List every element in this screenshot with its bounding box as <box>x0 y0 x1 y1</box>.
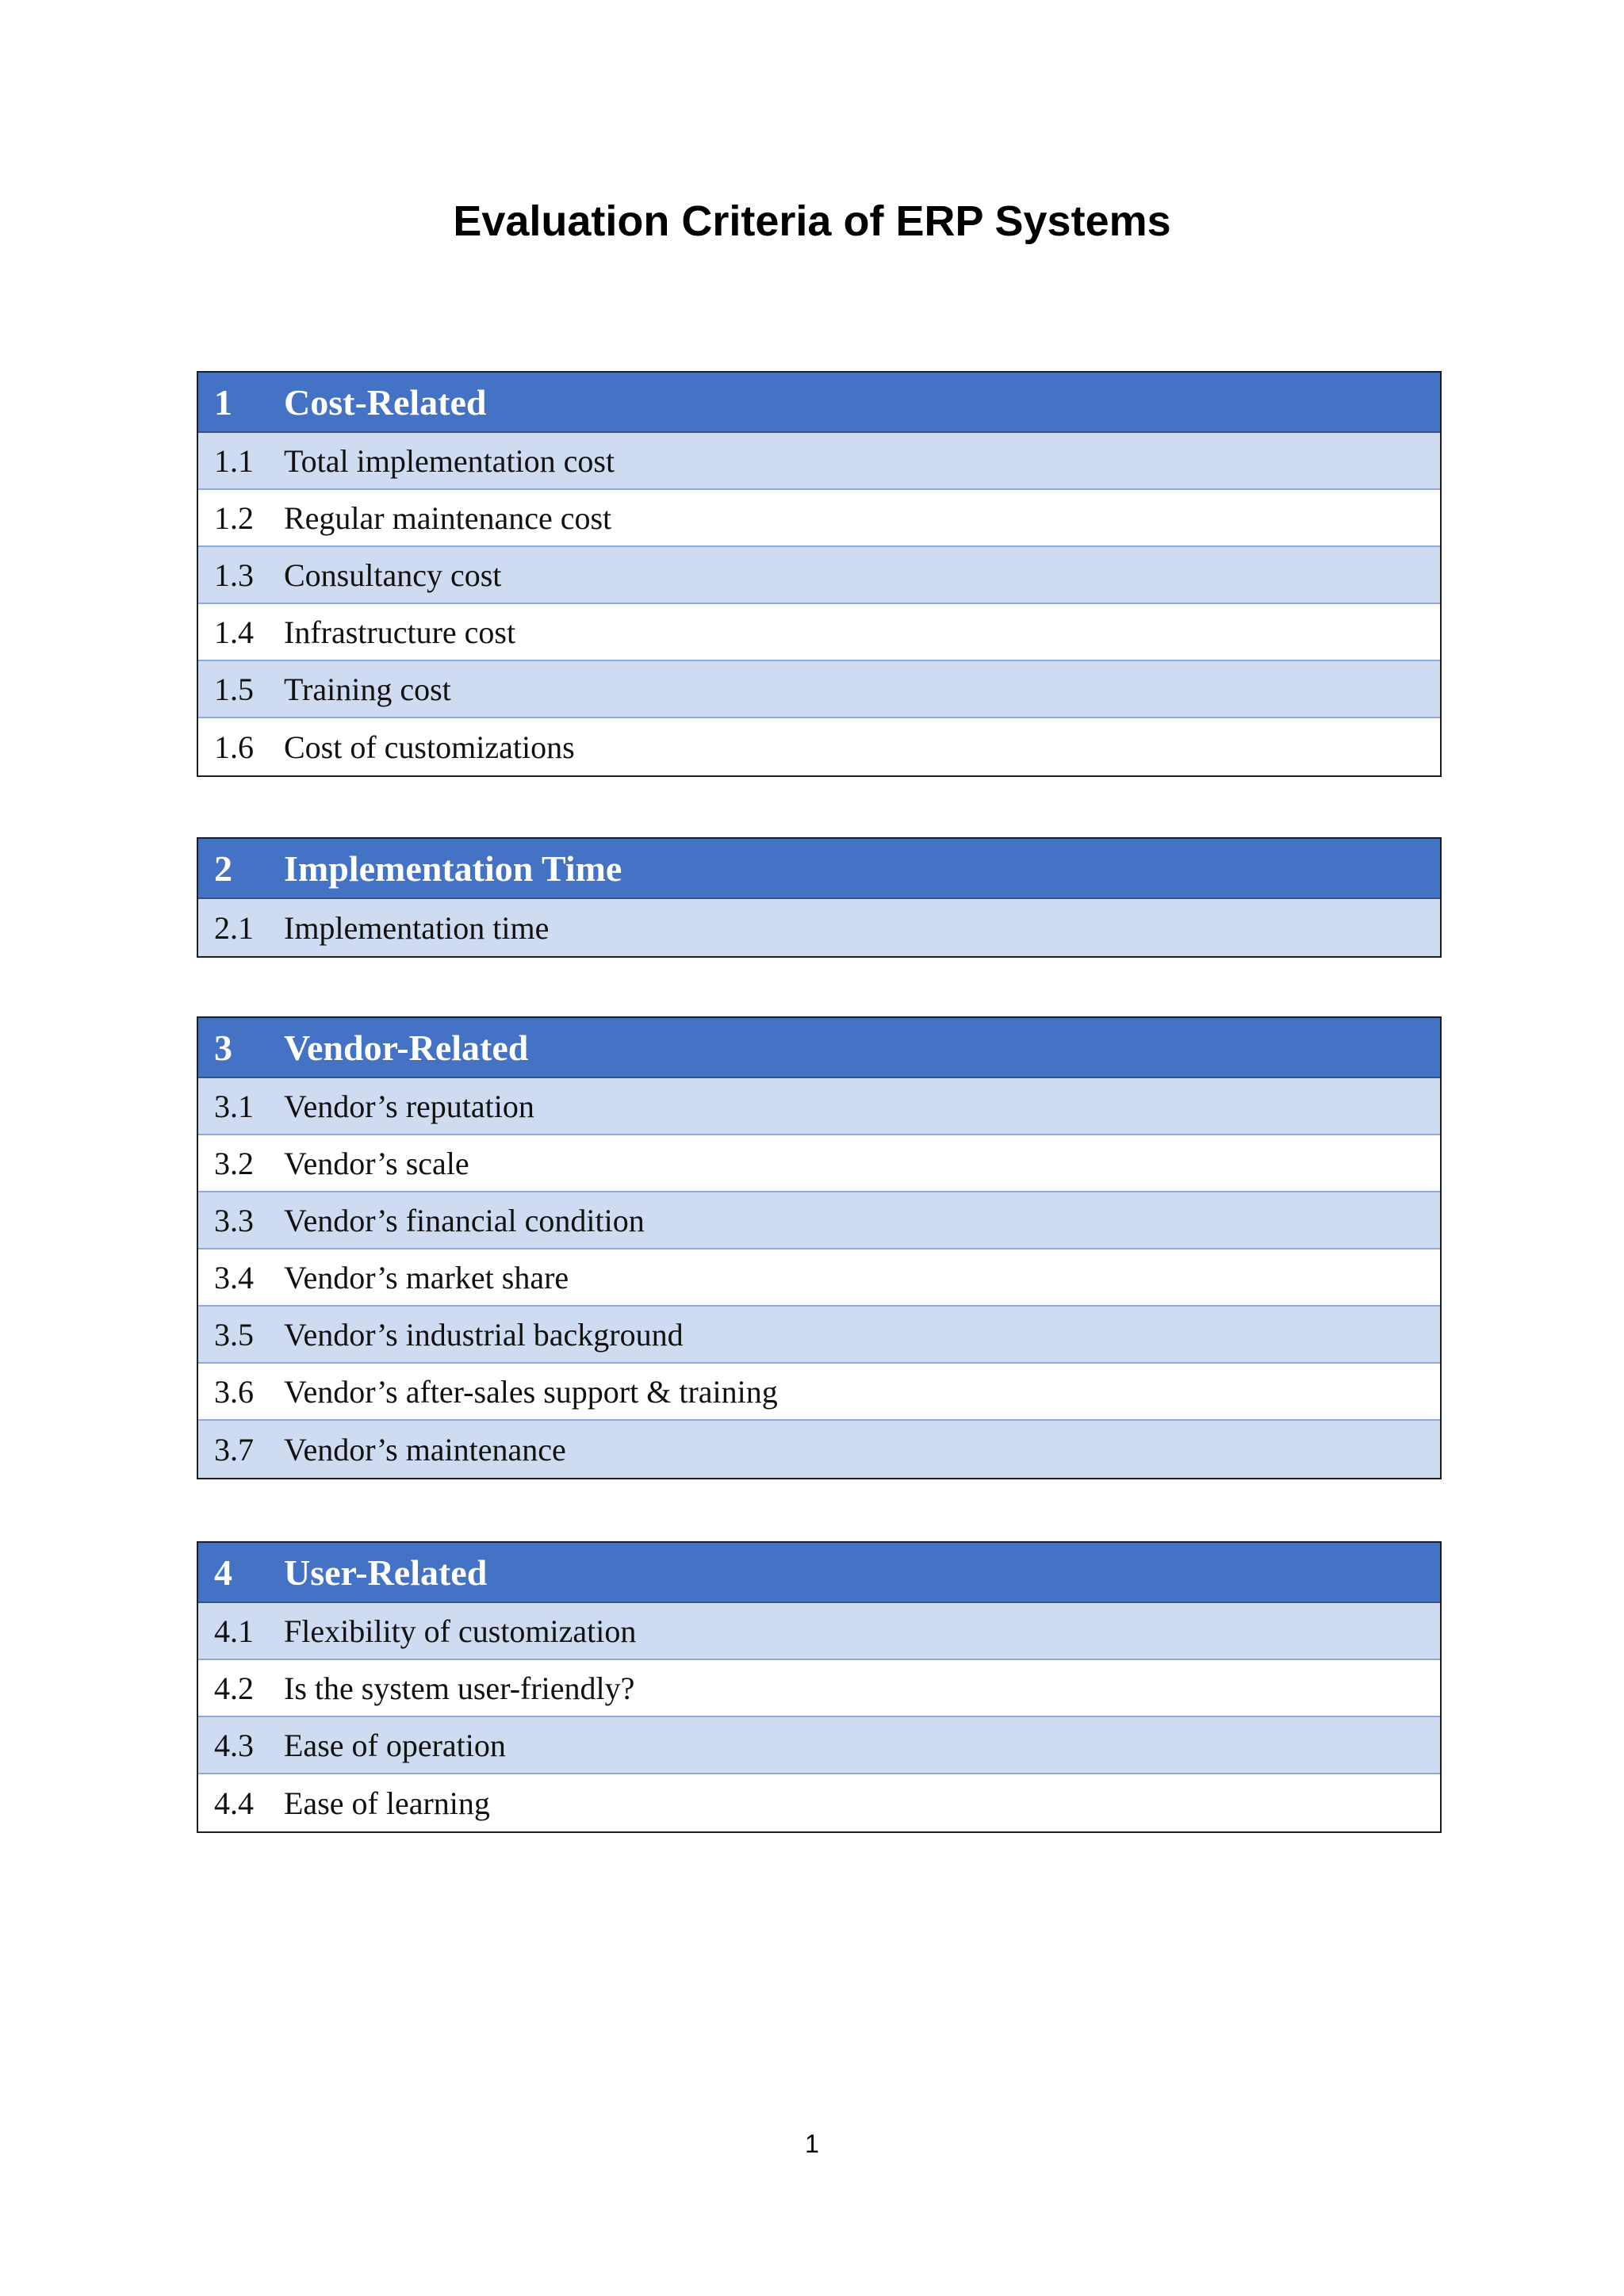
item-number: 3.1 <box>214 1088 254 1124</box>
table-row <box>198 604 1440 661</box>
item-label: Vendor’s after-sales support & training <box>284 1373 778 1410</box>
table-row <box>198 1660 1440 1717</box>
item-number: 1.1 <box>214 442 254 479</box>
item-number: 4.3 <box>214 1727 254 1763</box>
section-vendor-related <box>197 1016 1442 1479</box>
section-cost-related <box>197 371 1442 777</box>
item-label: Vendor’s market share <box>284 1259 569 1295</box>
item-number: 1.5 <box>214 671 254 707</box>
section-number: 2 <box>214 848 232 889</box>
section-header <box>198 839 1440 899</box>
section-heading: Implementation Time <box>284 848 622 889</box>
table-row <box>198 490 1440 547</box>
table-row <box>198 1249 1440 1307</box>
item-label: Infrastructure cost <box>284 614 516 650</box>
item-number: 3.7 <box>214 1431 254 1468</box>
table-row <box>198 1078 1440 1135</box>
page-number: 1 <box>805 2130 819 2158</box>
item-label: Regular maintenance cost <box>284 499 612 536</box>
item-label: Flexibility of customization <box>284 1613 637 1649</box>
table-row <box>198 547 1440 604</box>
table-row <box>198 1135 1440 1192</box>
item-label: Consultancy cost <box>284 557 502 593</box>
table-row <box>198 1421 1440 1478</box>
table-row <box>198 1192 1440 1249</box>
item-label: Training cost <box>284 671 451 707</box>
table-row <box>198 661 1440 718</box>
section-number: 1 <box>214 381 232 423</box>
section-implementation-time <box>197 837 1442 958</box>
section-heading: Vendor-Related <box>284 1027 529 1068</box>
item-number: 1.6 <box>214 729 254 765</box>
item-number: 3.4 <box>214 1259 254 1295</box>
section-heading: User-Related <box>284 1552 488 1593</box>
section-header <box>198 1543 1440 1603</box>
section-header <box>198 373 1440 433</box>
item-number: 4.4 <box>214 1785 254 1821</box>
item-label: Ease of learning <box>284 1785 490 1821</box>
table-row <box>198 899 1440 956</box>
item-label: Ease of operation <box>284 1727 506 1763</box>
table-row <box>198 1774 1440 1831</box>
table-row <box>198 433 1440 490</box>
item-number: 3.2 <box>214 1145 254 1181</box>
page-title: Evaluation Criteria of ERP Systems <box>453 197 1171 245</box>
item-label: Cost of customizations <box>284 729 575 765</box>
table-row <box>198 1364 1440 1421</box>
section-header <box>198 1018 1440 1078</box>
item-label: Total implementation cost <box>284 442 615 479</box>
item-number: 4.1 <box>214 1613 254 1649</box>
item-label: Vendor’s financial condition <box>284 1202 645 1238</box>
item-label: Is the system user-friendly? <box>284 1670 635 1706</box>
section-number: 3 <box>214 1027 232 1068</box>
item-label: Vendor’s industrial background <box>284 1316 684 1353</box>
item-number: 3.3 <box>214 1202 254 1238</box>
table-row <box>198 1603 1440 1660</box>
item-number: 2.1 <box>214 909 254 946</box>
table-row <box>198 1307 1440 1364</box>
item-label: Vendor’s scale <box>284 1145 469 1181</box>
item-number: 3.5 <box>214 1316 254 1353</box>
section-number: 4 <box>214 1552 232 1593</box>
item-number: 4.2 <box>214 1670 254 1706</box>
table-row <box>198 1717 1440 1774</box>
item-number: 1.2 <box>214 499 254 536</box>
item-label: Implementation time <box>284 909 550 946</box>
item-label: Vendor’s maintenance <box>284 1431 566 1468</box>
item-number: 1.3 <box>214 557 254 593</box>
table-row <box>198 718 1440 775</box>
section-heading: Cost-Related <box>284 381 487 423</box>
section-user-related <box>197 1541 1442 1833</box>
item-label: Vendor’s reputation <box>284 1088 534 1124</box>
item-number: 3.6 <box>214 1373 254 1410</box>
item-number: 1.4 <box>214 614 254 650</box>
